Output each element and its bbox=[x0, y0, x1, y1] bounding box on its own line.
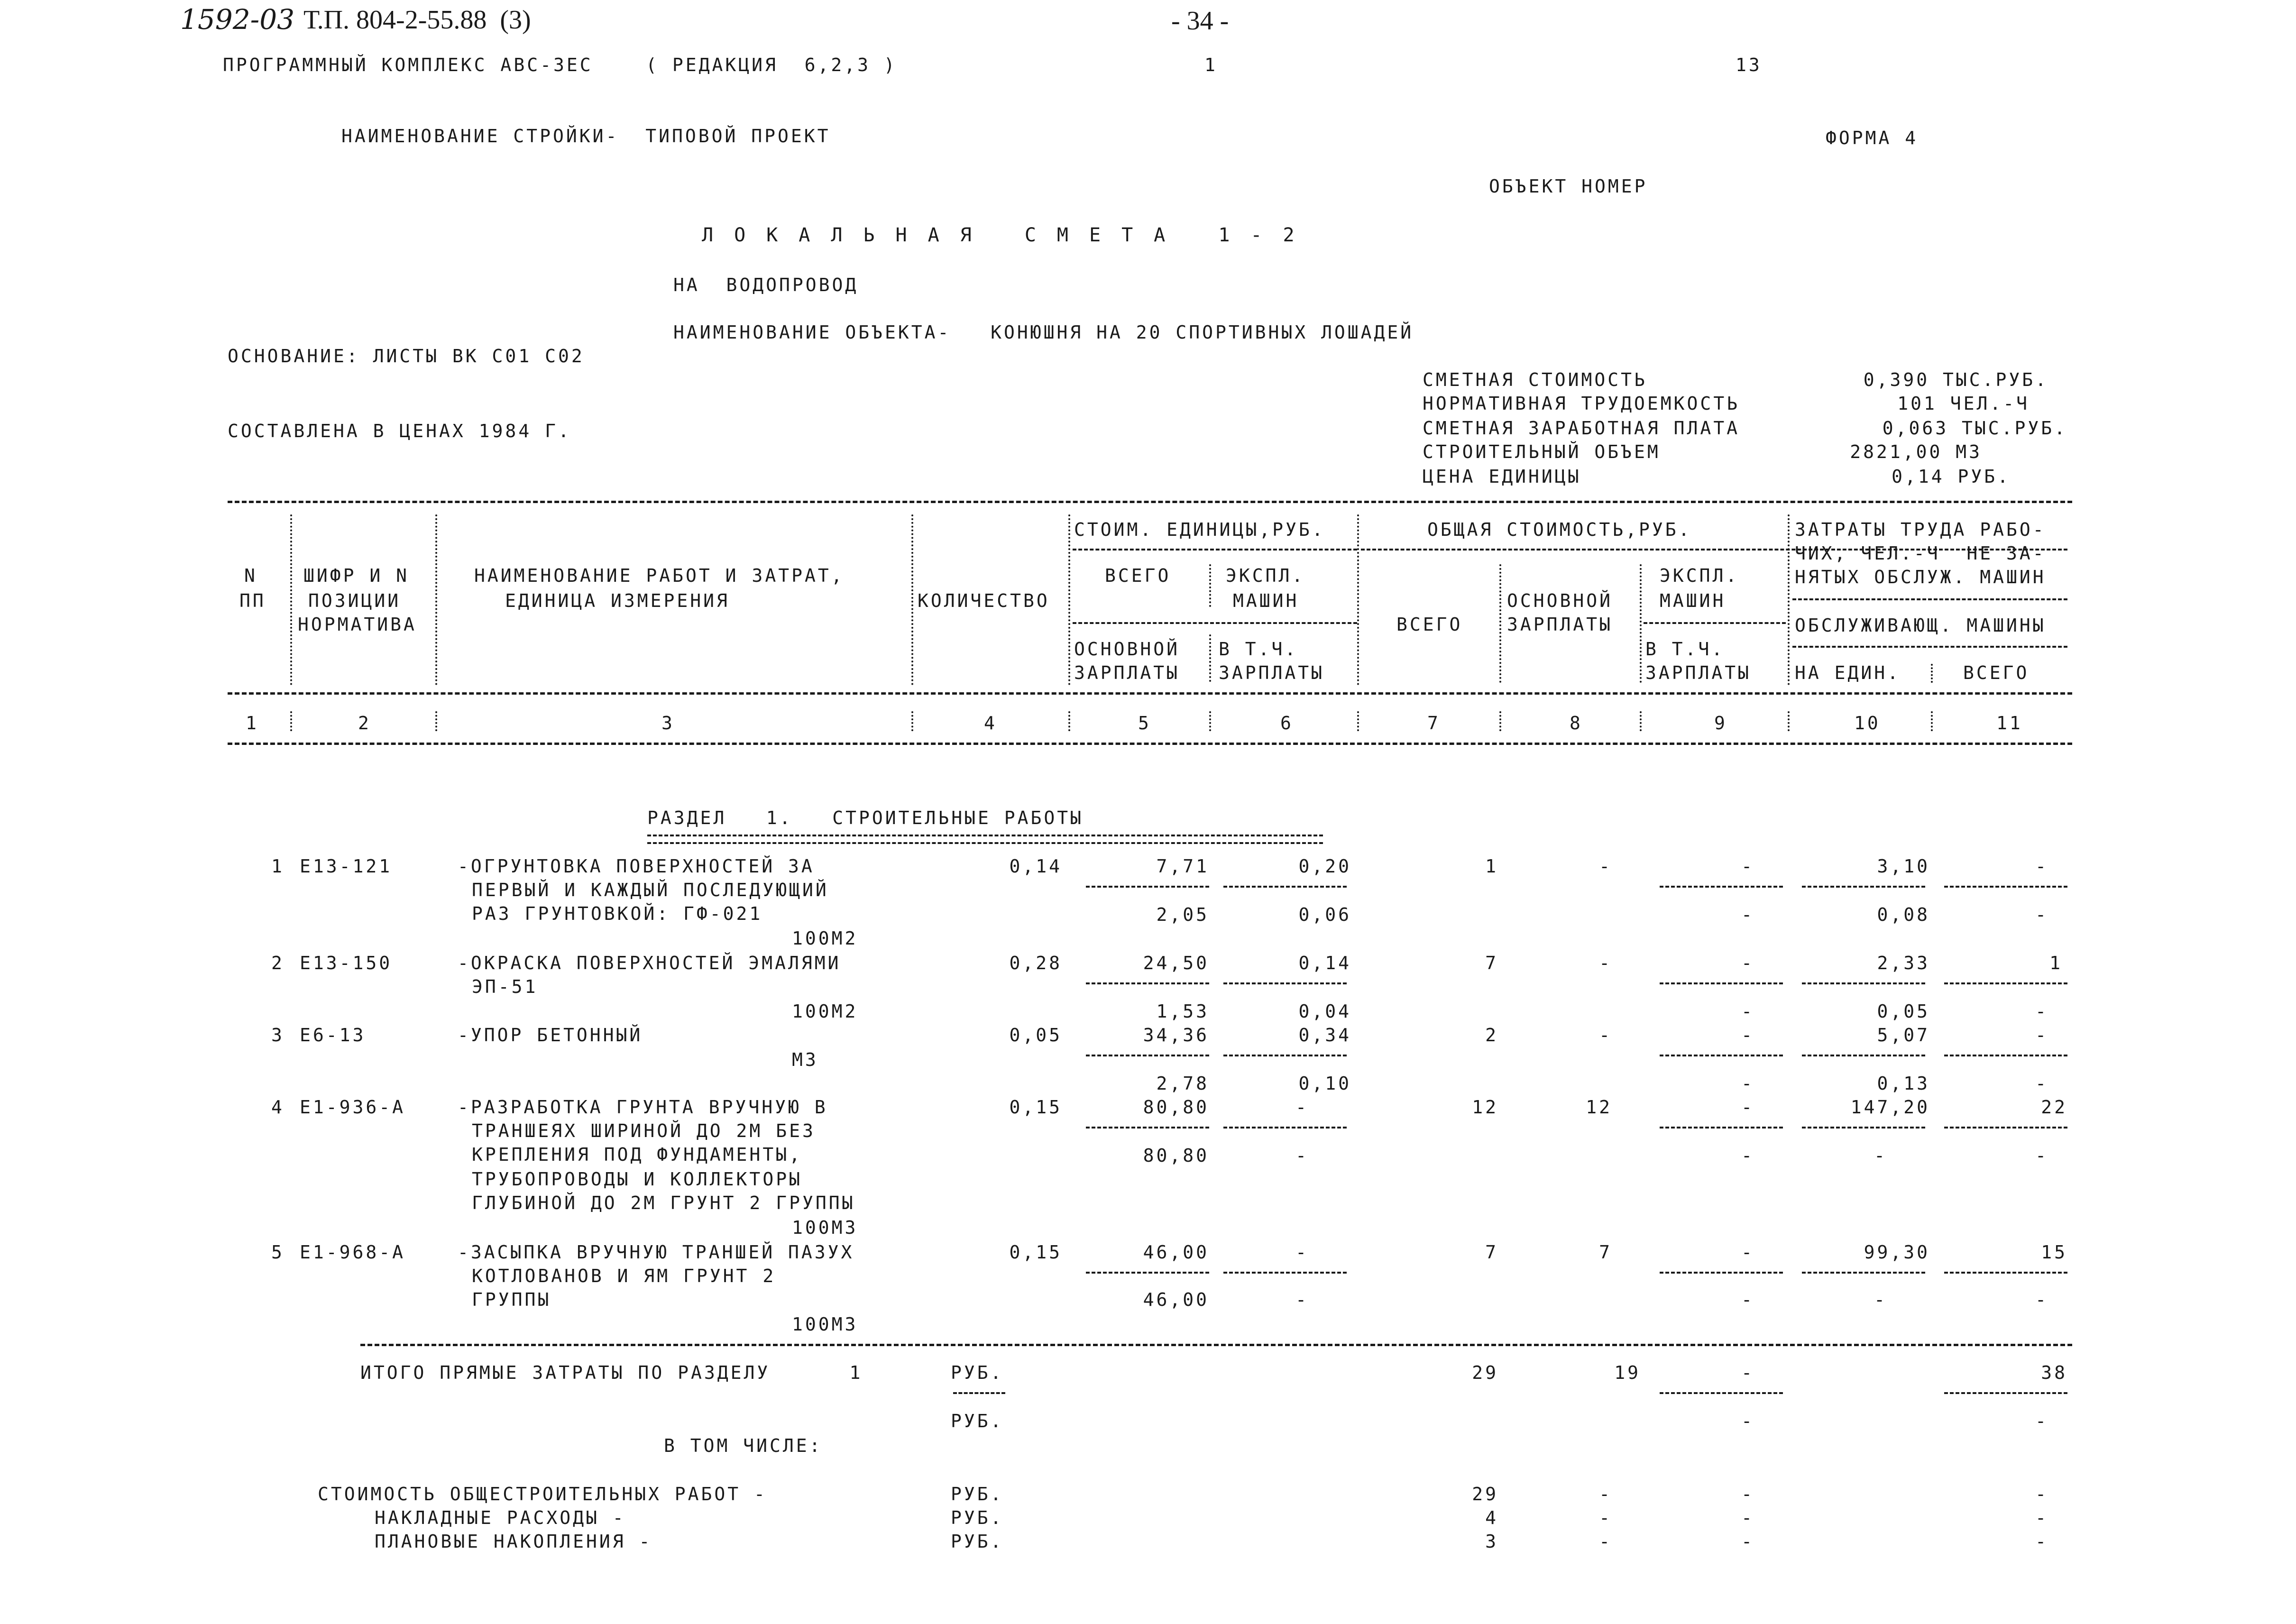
row-c10: 99,30 bbox=[1864, 1242, 1930, 1263]
hdr-code: ШИФР И N bbox=[303, 565, 410, 586]
row-c5: 34,36 bbox=[1143, 1025, 1209, 1046]
row-c7: 2 bbox=[1485, 1025, 1498, 1046]
row-c6: 0,20 bbox=[1298, 856, 1351, 877]
row-c6: 0,34 bbox=[1298, 1025, 1351, 1046]
summary-value: 2821,00 М3 bbox=[1850, 441, 1982, 462]
breakdown-c11: - bbox=[2035, 1484, 2048, 1505]
row-c8: - bbox=[1599, 856, 1612, 877]
project-ref: Т.П. 804-2-55.88 (3) bbox=[303, 5, 531, 35]
hdr-unit-cost: СТОИМ. ЕДИНИЦЫ,РУБ. bbox=[1074, 519, 1325, 540]
row-name-line: -ОГРУНТОВКА ПОВЕРХНОСТЕЙ ЗА bbox=[458, 856, 815, 877]
col-divider bbox=[1931, 711, 1933, 731]
hdr-name: НАИМЕНОВАНИЕ РАБОТ И ЗАТРАТ, bbox=[474, 565, 845, 586]
row-c10b: - bbox=[1874, 1145, 1887, 1166]
hdr-code: ПОЗИЦИИ bbox=[308, 590, 401, 611]
header-sub-rule bbox=[1073, 622, 1357, 624]
breakdown-c8: - bbox=[1599, 1531, 1612, 1552]
hdr-total-expl: МАШИН bbox=[1660, 590, 1726, 611]
col-divider bbox=[435, 514, 437, 685]
row-qty: 0,14 bbox=[1009, 856, 1062, 877]
row-qty: 0,28 bbox=[1009, 953, 1062, 973]
row-c7: 1 bbox=[1485, 856, 1498, 877]
hdr-labor-all: ВСЕГО bbox=[1963, 662, 2030, 683]
row-sub-rule bbox=[1944, 1055, 2067, 1056]
row-c11: 22 bbox=[2041, 1097, 2067, 1118]
document-title: ЛОКАЛЬНАЯ СМЕТА 1-2 bbox=[702, 224, 1315, 246]
row-c5: 7,71 bbox=[1156, 856, 1209, 877]
header-sub-rule bbox=[1792, 646, 2067, 648]
totals-c11b: - bbox=[2035, 1411, 2048, 1431]
row-code: Е13-150 bbox=[300, 953, 393, 973]
row-sub-rule bbox=[1660, 886, 1783, 888]
hdr-labor: НЯТЫХ ОБСЛУЖ. МАШИН bbox=[1795, 567, 2046, 587]
col-number: 8 bbox=[1570, 713, 1583, 734]
row-c8: - bbox=[1599, 953, 1612, 973]
row-qty: 0,05 bbox=[1009, 1025, 1062, 1046]
row-sub-rule bbox=[1223, 1272, 1347, 1274]
row-c5b: 2,78 bbox=[1156, 1073, 1209, 1094]
row-name-line: КОТЛОВАНОВ И ЯМ ГРУНТ 2 bbox=[472, 1266, 776, 1286]
breakdown-c9: - bbox=[1741, 1507, 1754, 1528]
breakdown-label: ПЛАНОВЫЕ НАКОПЛЕНИЯ - bbox=[375, 1531, 652, 1552]
hdr-qty: КОЛИЧЕСТВО bbox=[918, 590, 1050, 611]
row-sub-rule bbox=[1944, 886, 2067, 888]
row-c9: - bbox=[1741, 856, 1754, 877]
row-sub-rule bbox=[1223, 886, 1347, 888]
hdr-total-expl: ЭКСПЛ. bbox=[1660, 565, 1739, 586]
row-c10b: 0,05 bbox=[1877, 1001, 1930, 1022]
row-name-line: -РАЗРАБОТКА ГРУНТА ВРУЧНУЮ В bbox=[458, 1097, 828, 1118]
totals-rub: РУБ. bbox=[951, 1411, 1004, 1431]
breakdown-rub: РУБ. bbox=[951, 1507, 1004, 1528]
breakdown-label: НАКЛАДНЫЕ РАСХОДЫ - bbox=[375, 1507, 626, 1528]
hdr-name: ЕДИНИЦА ИЗМЕРЕНИЯ bbox=[505, 590, 730, 611]
row-c9b: - bbox=[1741, 1289, 1754, 1310]
row-sub-rule bbox=[1660, 1055, 1783, 1056]
col-divider bbox=[1640, 711, 1642, 731]
row-sub-rule bbox=[1944, 982, 2067, 984]
row-c10: 5,07 bbox=[1877, 1025, 1930, 1046]
col-divider bbox=[1209, 564, 1211, 607]
row-name-line: ГРУППЫ bbox=[472, 1289, 551, 1310]
row-c10: 2,33 bbox=[1877, 953, 1930, 973]
summary-label: ЦЕНА ЕДИНИЦЫ bbox=[1423, 466, 1581, 487]
breakdown-c7: 4 bbox=[1485, 1507, 1498, 1528]
hdr-labor: ЧИХ, ЧЕЛ.-Ч НЕ ЗА- bbox=[1795, 543, 2046, 564]
hdr-all: ВСЕГО bbox=[1105, 565, 1171, 586]
hdr-pp: ПП bbox=[239, 590, 266, 611]
col-number: 4 bbox=[984, 713, 997, 734]
col-number: 1 bbox=[246, 713, 259, 734]
breakdown-rub: РУБ. bbox=[951, 1484, 1004, 1505]
totals-c7: 29 bbox=[1472, 1362, 1498, 1383]
header-num-1: 1 bbox=[1204, 55, 1218, 75]
breakdown-c7: 3 bbox=[1485, 1531, 1498, 1552]
row-c5: 80,80 bbox=[1143, 1097, 1209, 1118]
row-c8: 12 bbox=[1586, 1097, 1612, 1118]
breakdown-label: СТОИМОСТЬ ОБЩЕСТРОИТЕЛЬНЫХ РАБОТ - bbox=[318, 1484, 767, 1505]
col-divider bbox=[911, 514, 913, 685]
col-number: 10 bbox=[1854, 713, 1881, 734]
col-divider bbox=[290, 514, 292, 685]
hdr-base-pay: ЗАРПЛАТЫ bbox=[1074, 662, 1180, 683]
breakdown-c8: - bbox=[1599, 1484, 1612, 1505]
totals-c11: 38 bbox=[2041, 1362, 2067, 1383]
totals-c9: - bbox=[1741, 1362, 1754, 1383]
row-c10b: 0,13 bbox=[1877, 1073, 1930, 1094]
hdr-total-base: ЗАРПЛАТЫ bbox=[1507, 614, 1613, 635]
summary-label: СМЕТНАЯ СТОИМОСТЬ bbox=[1423, 369, 1647, 390]
row-sub-rule bbox=[1802, 982, 1925, 984]
hdr-code: НОРМАТИВА bbox=[298, 614, 417, 635]
row-sub-rule bbox=[1223, 1055, 1347, 1056]
table-number-rule bbox=[228, 743, 2072, 745]
row-c10: 147,20 bbox=[1850, 1097, 1930, 1118]
breakdown-c11: - bbox=[2035, 1507, 2048, 1528]
totals-sub-rule bbox=[1660, 1392, 1783, 1394]
row-c5: 24,50 bbox=[1143, 953, 1209, 973]
row-c9b: - bbox=[1741, 1001, 1754, 1022]
totals-incl: В ТОМ ЧИСЛЕ: bbox=[664, 1435, 823, 1456]
hdr-total-incl: В Т.Ч. bbox=[1645, 639, 1725, 660]
section-underline bbox=[647, 835, 1323, 844]
row-c9: - bbox=[1741, 1025, 1754, 1046]
col-divider bbox=[911, 711, 913, 731]
row-sub-rule bbox=[1660, 1272, 1783, 1274]
row-c6b: - bbox=[1295, 1145, 1309, 1166]
row-c9: - bbox=[1741, 1242, 1754, 1263]
hdr-n: N bbox=[244, 565, 257, 586]
row-c6b: 0,04 bbox=[1298, 1001, 1351, 1022]
col-divider bbox=[1357, 514, 1359, 685]
row-c5: 46,00 bbox=[1143, 1242, 1209, 1263]
document-subtitle: НА ВОДОПРОВОД bbox=[673, 275, 859, 295]
object-name: НАИМЕНОВАНИЕ ОБЪЕКТА- КОНЮШНЯ НА 20 СПОРТИВНЫХ ЛОШАДЕЙ bbox=[673, 322, 1414, 343]
row-sub-rule bbox=[1086, 982, 1209, 984]
row-c11b: - bbox=[2035, 1145, 2048, 1166]
row-c10b: 0,08 bbox=[1877, 904, 1930, 925]
row-sub-rule bbox=[1802, 1272, 1925, 1274]
row-c9: - bbox=[1741, 1097, 1754, 1118]
col-number: 7 bbox=[1427, 713, 1441, 734]
totals-sub-rule bbox=[953, 1392, 1005, 1394]
row-code: Е6-13 bbox=[300, 1025, 366, 1046]
row-sub-rule bbox=[1086, 1127, 1209, 1129]
row-name-line: ЭП-51 bbox=[472, 976, 538, 997]
breakdown-c9: - bbox=[1741, 1531, 1754, 1552]
summary-label: НОРМАТИВНАЯ ТРУДОЕМКОСТЬ bbox=[1423, 393, 1740, 414]
row-c11b: - bbox=[2035, 1001, 2048, 1022]
row-c5b: 80,80 bbox=[1143, 1145, 1209, 1166]
row-sub-rule bbox=[1802, 1055, 1925, 1056]
breakdown-c9: - bbox=[1741, 1484, 1754, 1505]
row-c6b: - bbox=[1295, 1289, 1309, 1310]
row-sub-rule bbox=[1223, 1127, 1347, 1129]
row-name-line: -УПОР БЕТОННЫЙ bbox=[458, 1025, 643, 1046]
row-c11: - bbox=[2035, 856, 2048, 877]
row-unit: М3 bbox=[792, 1049, 818, 1070]
row-sub-rule bbox=[1660, 982, 1783, 984]
row-name-line: -ЗАСЫПКА ВРУЧНУЮ ТРАНШЕЙ ПАЗУХ bbox=[458, 1242, 854, 1263]
row-c7: 12 bbox=[1472, 1097, 1498, 1118]
row-number: 1 bbox=[271, 856, 285, 877]
col-number: 9 bbox=[1714, 713, 1727, 734]
col-divider bbox=[1788, 711, 1790, 731]
row-sub-rule bbox=[1660, 1127, 1783, 1129]
col-divider bbox=[435, 711, 437, 731]
row-c6: 0,14 bbox=[1298, 953, 1351, 973]
header-sub-rule bbox=[1792, 598, 2067, 600]
row-c7: 7 bbox=[1485, 1242, 1498, 1263]
row-c8: 7 bbox=[1599, 1242, 1612, 1263]
row-c9b: - bbox=[1741, 1073, 1754, 1094]
row-c5b: 46,00 bbox=[1143, 1289, 1209, 1310]
row-c7: 7 bbox=[1485, 953, 1498, 973]
col-divider bbox=[1499, 564, 1501, 683]
header-num-13: 13 bbox=[1736, 55, 1762, 75]
hdr-labor: ЗАТРАТЫ ТРУДА РАБО- bbox=[1795, 519, 2046, 540]
col-number: 5 bbox=[1138, 713, 1151, 734]
col-divider bbox=[1357, 711, 1359, 731]
row-c11: - bbox=[2035, 1025, 2048, 1046]
row-c10b: - bbox=[1874, 1289, 1887, 1310]
row-c11: 15 bbox=[2041, 1242, 2067, 1263]
hdr-incl-pay: ЗАРПЛАТЫ bbox=[1219, 662, 1325, 683]
row-c5b: 1,53 bbox=[1156, 1001, 1209, 1022]
hdr-incl-pay: В Т.Ч. bbox=[1219, 639, 1298, 660]
col-divider bbox=[1209, 634, 1211, 682]
row-c6b: 0,06 bbox=[1298, 904, 1351, 925]
header-sub-rule bbox=[1644, 622, 1786, 624]
program-line: ПРОГРАММНЫЙ КОМПЛЕКС АВС-3ЕС ( РЕДАКЦИЯ 6,2,3 ) bbox=[223, 55, 897, 75]
summary-value: 0,390 ТЫС.РУБ. bbox=[1863, 369, 2048, 390]
breakdown-c11: - bbox=[2035, 1531, 2048, 1552]
row-c11: 1 bbox=[2049, 953, 2063, 973]
row-c9: - bbox=[1741, 953, 1754, 973]
summary-label: СМЕТНАЯ ЗАРАБОТНАЯ ПЛАТА bbox=[1423, 418, 1740, 439]
row-c9b: - bbox=[1741, 904, 1754, 925]
row-sub-rule bbox=[1086, 886, 1209, 888]
header-sub-rule bbox=[1073, 549, 1357, 551]
row-qty: 0,15 bbox=[1009, 1242, 1062, 1263]
hdr-labor-unit: НА ЕДИН. bbox=[1795, 662, 1901, 683]
form-label: ФОРМА 4 bbox=[1826, 128, 1919, 148]
row-qty: 0,15 bbox=[1009, 1097, 1062, 1118]
col-number: 11 bbox=[1996, 713, 2023, 734]
breakdown-c8: - bbox=[1599, 1507, 1612, 1528]
row-sub-rule bbox=[1944, 1272, 2067, 1274]
basis-line: ОСНОВАНИЕ: ЛИСТЫ ВК С01 С02 bbox=[228, 346, 585, 367]
row-c11b: - bbox=[2035, 1073, 2048, 1094]
row-code: Е1-936-А bbox=[300, 1097, 406, 1118]
row-unit: 100М2 bbox=[792, 1001, 858, 1022]
col-divider bbox=[290, 711, 292, 731]
col-divider bbox=[1209, 711, 1211, 731]
row-code: Е1-968-А bbox=[300, 1242, 406, 1263]
row-sub-rule bbox=[1802, 886, 1925, 888]
totals-rub: РУБ. bbox=[951, 1362, 1004, 1383]
table-header-rule bbox=[228, 692, 2072, 695]
handwritten-code: 1592-03 bbox=[180, 3, 295, 36]
row-c11b: - bbox=[2035, 904, 2048, 925]
row-sub-rule bbox=[1086, 1272, 1209, 1274]
row-c6: - bbox=[1295, 1242, 1309, 1263]
row-number: 3 bbox=[271, 1025, 285, 1046]
hdr-total-base: ОСНОВНОЙ bbox=[1507, 590, 1613, 611]
col-number: 6 bbox=[1280, 713, 1294, 734]
col-number: 2 bbox=[358, 713, 371, 734]
row-name-line: ТРУБОПРОВОДЫ И КОЛЛЕКТОРЫ bbox=[472, 1169, 802, 1190]
row-name-line: ГЛУБИНОЙ ДО 2М ГРУНТ 2 ГРУППЫ bbox=[472, 1193, 855, 1213]
row-c8: - bbox=[1599, 1025, 1612, 1046]
row-name-line: -ОКРАСКА ПОВЕРХНОСТЕЙ ЭМАЛЯМИ bbox=[458, 953, 841, 973]
row-sub-rule bbox=[1086, 1055, 1209, 1056]
row-sub-rule bbox=[1802, 1127, 1925, 1129]
row-c6: - bbox=[1295, 1097, 1309, 1118]
summary-value: 101 ЧЕЛ.-Ч bbox=[1897, 393, 2030, 414]
prices-line: СОСТАВЛЕНА В ЦЕНАХ 1984 Г. bbox=[228, 421, 571, 441]
row-c9b: - bbox=[1741, 1145, 1754, 1166]
object-number: ОБЪЕКТ НОМЕР bbox=[1489, 176, 1648, 197]
hdr-labor-serv: ОБСЛУЖИВАЮЩ. МАШИНЫ bbox=[1795, 615, 2046, 636]
summary-value: 0,14 РУБ. bbox=[1892, 466, 2011, 487]
row-unit: 100М3 bbox=[792, 1217, 858, 1238]
row-c10: 3,10 bbox=[1877, 856, 1930, 877]
build-name: НАИМЕНОВАНИЕ СТРОЙКИ- ТИПОВОЙ ПРОЕКТ bbox=[341, 126, 831, 147]
summary-label: СТРОИТЕЛЬНЫЙ ОБЪЕМ bbox=[1423, 441, 1661, 462]
breakdown-c7: 29 bbox=[1472, 1484, 1498, 1505]
row-sub-rule bbox=[1223, 982, 1347, 984]
col-divider bbox=[1788, 514, 1790, 685]
section-title: РАЗДЕЛ 1. СТРОИТЕЛЬНЫЕ РАБОТЫ bbox=[647, 807, 1084, 828]
table-top-rule bbox=[228, 501, 2072, 503]
col-divider bbox=[1499, 711, 1501, 731]
col-divider bbox=[1068, 514, 1070, 685]
totals-c8: 19 bbox=[1614, 1362, 1641, 1383]
row-code: Е13-121 bbox=[300, 856, 393, 877]
row-c6b: 0,10 bbox=[1298, 1073, 1351, 1094]
summary-value: 0,063 ТЫС.РУБ. bbox=[1882, 418, 2067, 439]
row-c11b: - bbox=[2035, 1289, 2048, 1310]
row-unit: 100М2 bbox=[792, 928, 858, 949]
totals-top-rule bbox=[360, 1344, 2072, 1346]
row-unit: 100М3 bbox=[792, 1314, 858, 1335]
hdr-base-pay: ОСНОВНОЙ bbox=[1074, 639, 1180, 660]
hdr-total-incl: ЗАРПЛАТЫ bbox=[1645, 662, 1752, 683]
row-name-line: ТРАНШЕЯХ ШИРИНОЙ ДО 2М БЕЗ bbox=[472, 1120, 816, 1141]
row-number: 2 bbox=[271, 953, 285, 973]
col-number: 3 bbox=[661, 713, 675, 734]
col-divider bbox=[1931, 664, 1933, 683]
page-number: - 34 - bbox=[1171, 6, 1229, 36]
totals-sub-rule bbox=[1944, 1392, 2067, 1394]
col-divider bbox=[1068, 711, 1070, 731]
hdr-expl: МАШИН bbox=[1233, 590, 1299, 611]
row-name-line: КРЕПЛЕНИЯ ПОД ФУНДАМЕНТЫ, bbox=[472, 1144, 802, 1165]
row-number: 5 bbox=[271, 1242, 285, 1263]
row-number: 4 bbox=[271, 1097, 285, 1118]
totals-label: ИТОГО ПРЯМЫЕ ЗАТРАТЫ ПО РАЗДЕЛУ 1 bbox=[360, 1362, 863, 1383]
totals-c9b: - bbox=[1741, 1411, 1754, 1431]
row-name-line: ПЕРВЫЙ И КАЖДЫЙ ПОСЛЕДУЮЩИЙ bbox=[472, 880, 829, 900]
hdr-expl: ЭКСПЛ. bbox=[1226, 565, 1305, 586]
hdr-total-cost: ОБЩАЯ СТОИМОСТЬ,РУБ. bbox=[1427, 519, 1692, 540]
row-name-line: РАЗ ГРУНТОВКОЙ: ГФ-021 bbox=[472, 903, 763, 924]
row-c5b: 2,05 bbox=[1156, 904, 1209, 925]
hdr-total-all: ВСЕГО bbox=[1396, 614, 1463, 635]
col-divider bbox=[1640, 564, 1642, 683]
breakdown-rub: РУБ. bbox=[951, 1531, 1004, 1552]
row-sub-rule bbox=[1944, 1127, 2067, 1129]
